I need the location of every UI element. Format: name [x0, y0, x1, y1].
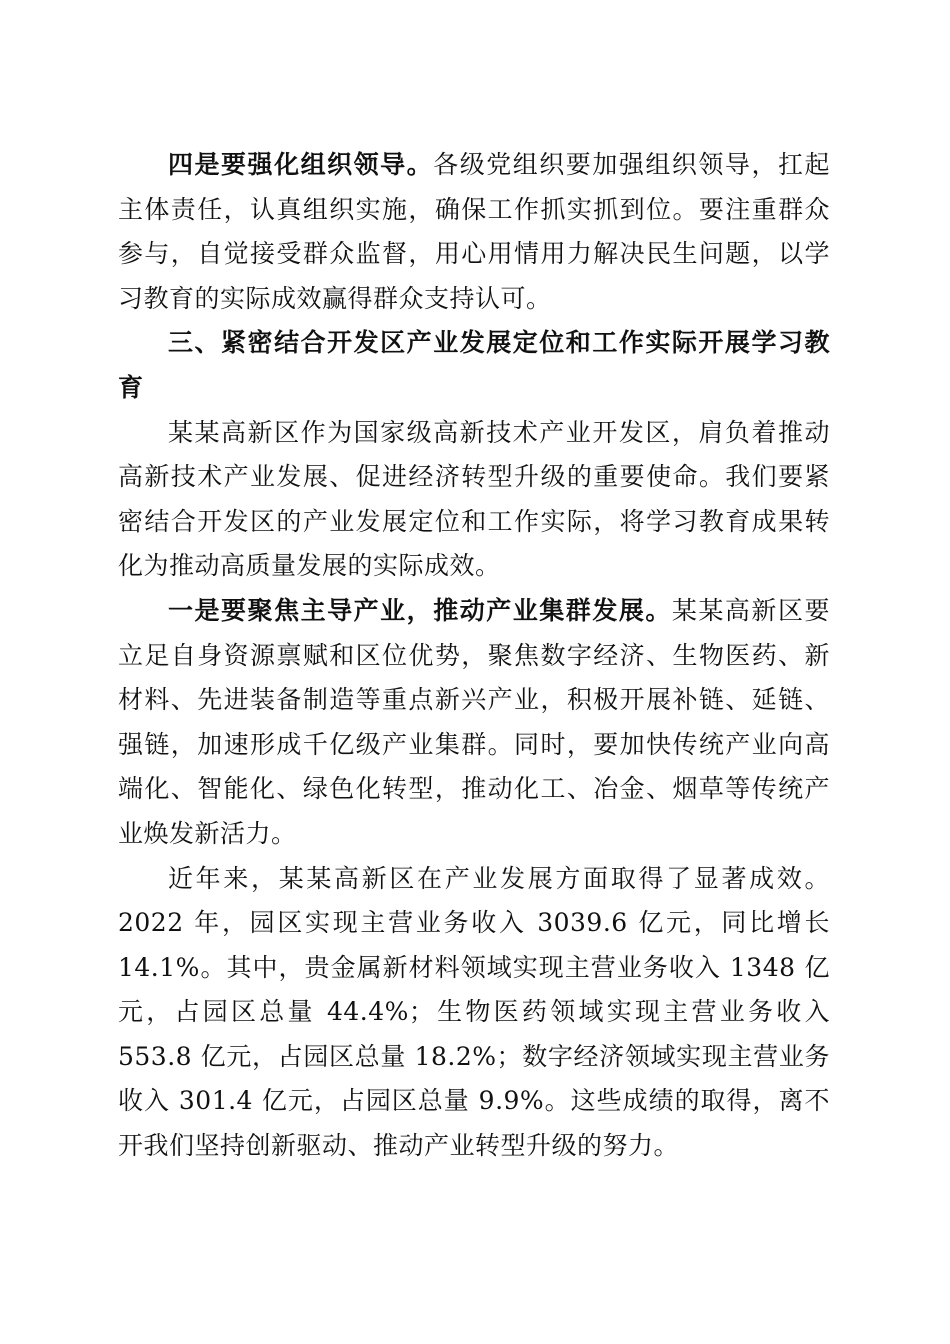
- paragraph-lead: 一是要聚焦主导产业，推动产业集群发展。: [168, 595, 672, 625]
- paragraph-industry-cluster: [118, 589, 830, 857]
- section-heading: 三、紧密结合开发区产业发展定位和工作实际开展学习教育: [118, 328, 830, 402]
- paragraph-text: 某某高新区要立足自身资源禀赋和区位优势，聚焦数字经济、生物医药、新材料、先进装备制造等重点新兴产业，积极开展补链、延链、强链，加速形成千亿级产业集群。同时，要加快传统产业向高端化、智能化、绿色化转型，推动化工、冶金、烟草等传统产业焕发新活力。: [118, 595, 830, 848]
- paragraph-intro: 某某高新区作为国家级高新技术产业开发区，肩负着推动高新技术产业发展、促进经济转型升级的重要使命。我们要紧密结合开发区的产业发展定位和工作实际，将学习教育成果转化为推动高质量发展的实际成效。: [118, 417, 830, 581]
- paragraph-achievements: 近年来，某某高新区在产业发展方面取得了显著成效。2022 年，园区实现主营业务收入 3039.6 亿元，同比增长 14.1%。其中，贵金属新材料领域实现主营业务收入 1348 亿元，占园区总量 44.4%；生物医药领域实现主营业务收入 553.8 亿元，占园区总量 18.2%；数字经济领域实现主营业务收入 301.4 亿元，占园区总量 9.9%。这些成绩的取得，离不开我们坚持创新驱动、推动产业转型升级的努力。: [118, 863, 830, 1161]
- document-body: [118, 143, 830, 1169]
- paragraph-lead: 四是要强化组织领导。: [168, 150, 434, 179]
- paragraph-strengthen-leadership: [118, 143, 830, 321]
- paragraph-text: 各级党组织要加强组织领导，扛起主体责任，认真组织实施，确保工作抓实抓到位。要注重群众参与，自觉接受群众监督，用心用情用力解决民生问题，以学习教育的实际成效赢得群众支持认可。: [118, 150, 830, 313]
